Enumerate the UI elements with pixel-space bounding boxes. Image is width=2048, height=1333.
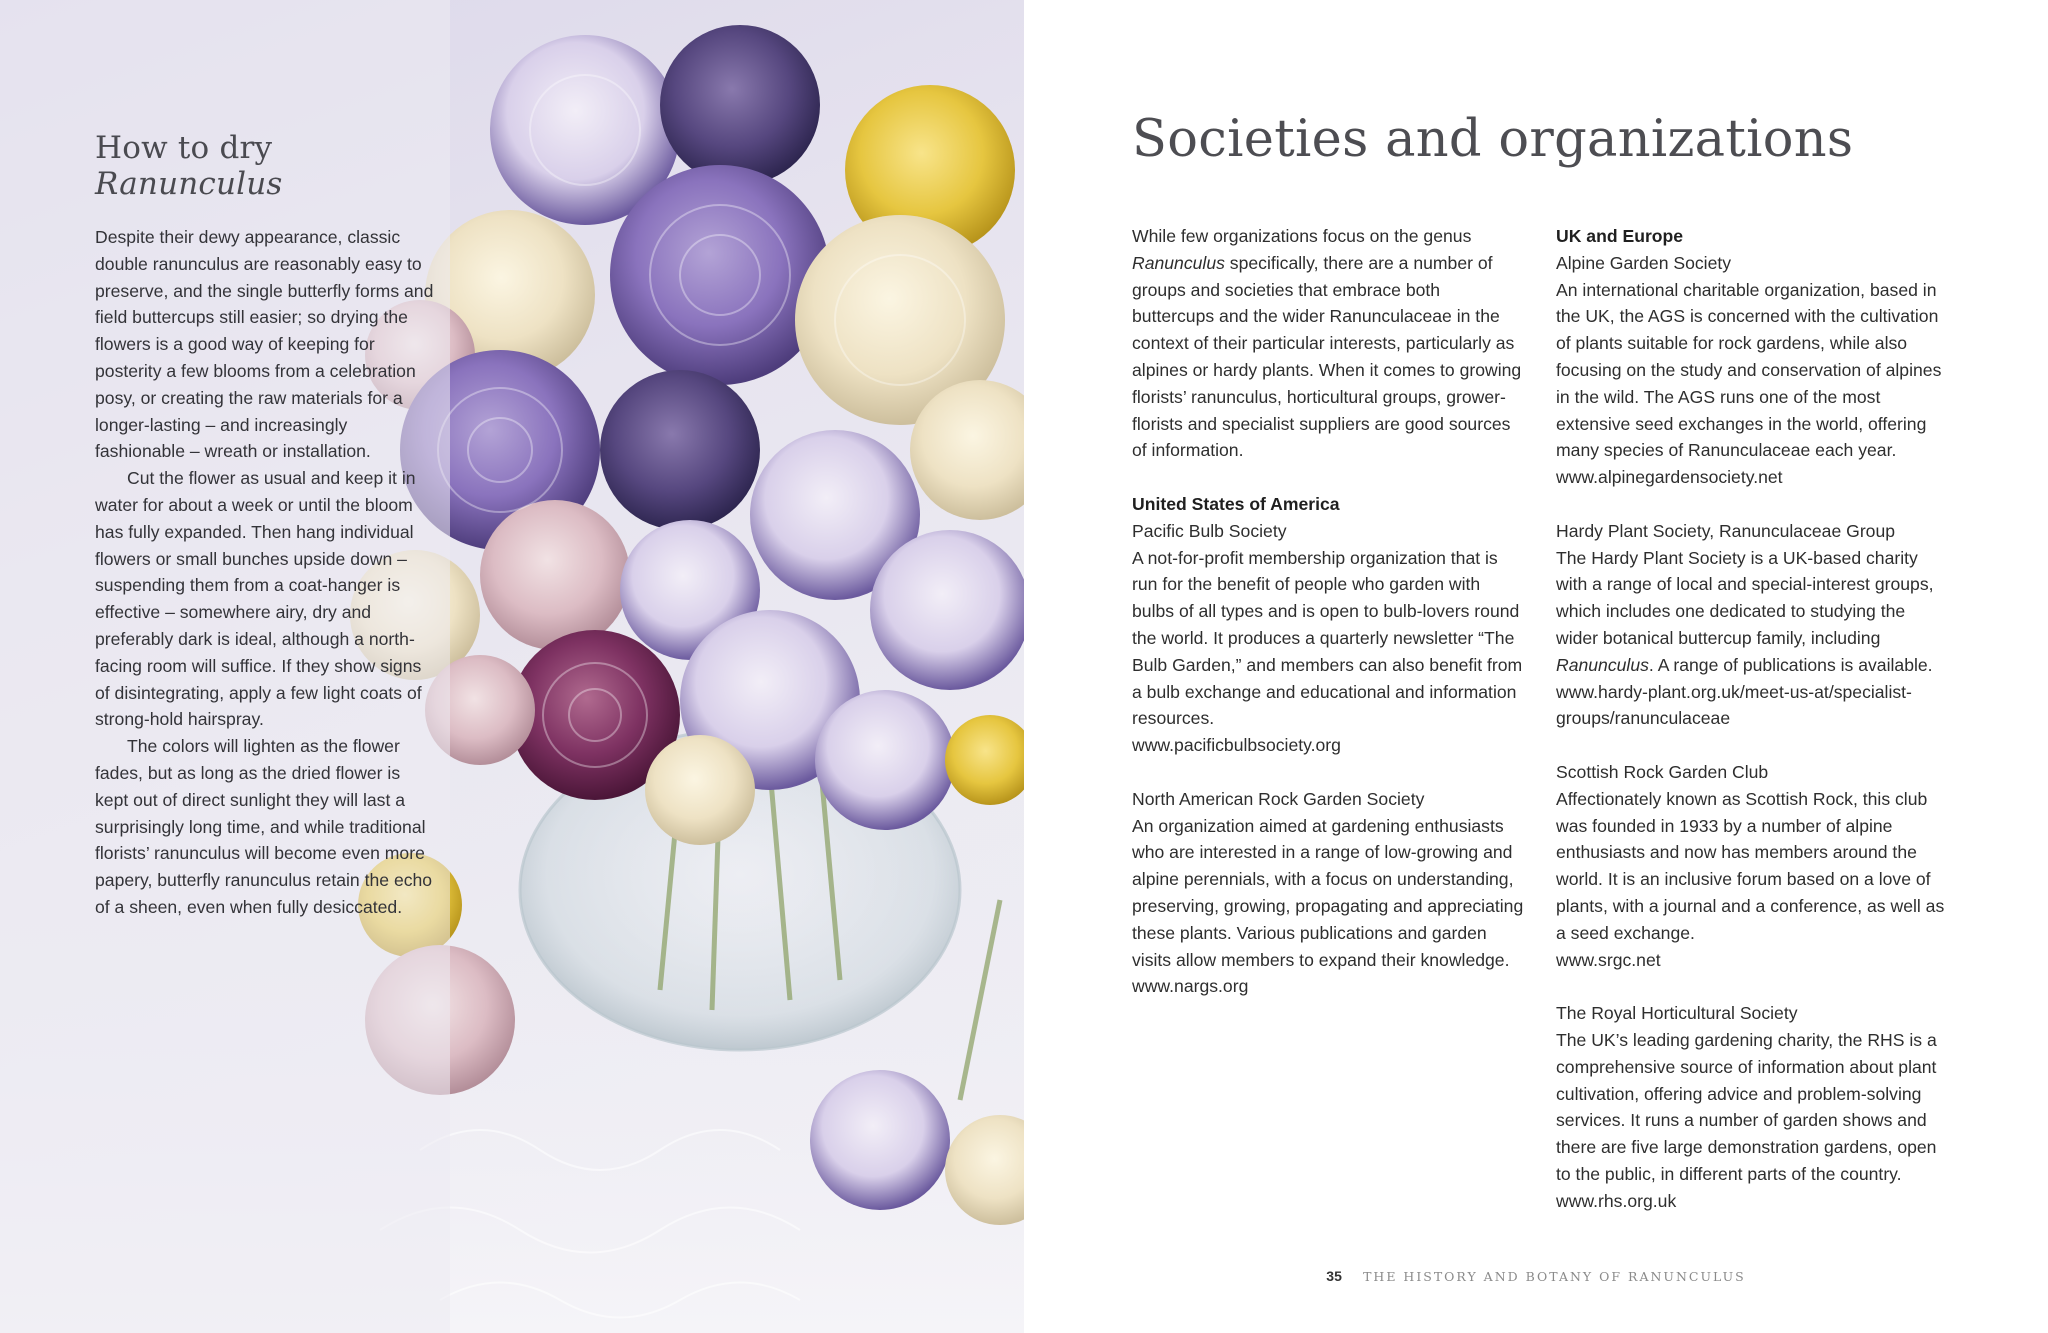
right-column	[1556, 223, 1951, 1214]
pbs-url[interactable]: www.pacificbulbsociety.org	[1132, 735, 1341, 756]
sidebar-paragraph-2: Cut the flower as usual and keep it in water for about a week or until the bloom has fully expanded. Then hang individual flowers or small bunches upside down – suspending them from a coat-hanger is effective – somewhere airy, dry and preferably dark is ideal, although a north-facing room will suffice. If they show signs of disintegrating, apply a few light coats of strong-hold hairspray.	[95, 468, 422, 730]
hps-text-1: The Hardy Plant Society is a UK-based charity with a range of local and special-interest groups, which includes one dedicated to studying the wider botanical buttercup family, including	[1556, 547, 1934, 648]
left-column	[1132, 223, 1527, 1000]
uk-heading: UK and Europe	[1556, 226, 1684, 246]
intro-genus: Ranunculus	[1132, 252, 1225, 273]
hps-description	[1556, 545, 1951, 679]
hps-url[interactable]: www.hardy-plant.org.uk/meet-us-at/specialist-groups/ranunculaceae	[1556, 681, 1912, 729]
rhs-description: The UK’s leading gardening charity, the RHS is a comprehensive source of information about plant cultivation, offering advice and problem-solving services. It runs a number of garden shows and there are five large demonstration gardens, open to the public, in different parts of the country.	[1556, 1029, 1937, 1184]
nargs-name: North American Rock Garden Society	[1132, 788, 1425, 809]
rhs-name: The Royal Horticultural Society	[1556, 1003, 1798, 1024]
ags-name: Alpine Garden Society	[1556, 252, 1732, 273]
drying-sidebar	[95, 130, 435, 921]
nargs-description: An organization aimed at gardening enthusiasts who are interested in a range of low-growing and alpine perennials, with a focus on understanding, preserving, growing, propagating and appreciating these plants. Various publications and garden visits allow members to expand their knowledge.	[1132, 815, 1524, 970]
intro-text-1: While few organizations focus on the genus	[1132, 226, 1472, 246]
sidebar-title	[95, 130, 435, 202]
sidebar-title-italic: Ranunculus	[95, 166, 283, 202]
pbs-description: A not-for-profit membership organization that is run for the benefit of people who garden with bulbs of all types and is open to bulb-lovers round the world. It produces a quarterly newsletter “The Bulb Garden,” and members can also benefit from a bulb exchange and educational and information resources.	[1132, 547, 1523, 729]
sidebar-title-plain: How to dry	[95, 130, 273, 166]
rhs-url[interactable]: www.rhs.org.uk	[1556, 1190, 1677, 1211]
sidebar-paragraph-1: Despite their dewy appearance, classic double ranunculus are reasonably easy to preserve, and the single butterfly forms and field buttercups still easier; so drying the flowers is a good way of keeping for posterity a few blooms from a celebration posy, or creating the raw materials for a longer-lasting – and increasingly fashionable – wreath or installation.	[95, 227, 434, 462]
page-number: 35	[1326, 1268, 1342, 1284]
srgc-url[interactable]: www.srgc.net	[1556, 949, 1661, 970]
intro-text-2: specifically, there are a number of groups and societies that embrace both buttercups and the wider Ranunculaceae in the context of their particular interests, particularly as alpines or hardy plants. When it comes to growing florists’ ranunculus, horticultural groups, grower-florists and specialist suppliers are good sources of information.	[1132, 252, 1522, 461]
srgc-description: Affectionately known as Scottish Rock, this club was founded in 1933 by a number of alpine enthusiasts and now has members around the world. It is an inclusive forum based on a love of plants, with a journal and a conference, as well as a seed exchange.	[1556, 788, 1945, 943]
srgc-name: Scottish Rock Garden Club	[1556, 761, 1769, 782]
page-title: Societies and organizations	[1132, 110, 1854, 169]
ags-url[interactable]: www.alpinegardensociety.net	[1556, 467, 1783, 488]
right-page	[1024, 0, 2048, 1333]
hps-name: Hardy Plant Society, Ranunculaceae Group	[1556, 520, 1896, 541]
hps-genus: Ranunculus	[1556, 654, 1649, 675]
page-footer	[1024, 1268, 2048, 1284]
intro-paragraph	[1132, 223, 1527, 464]
pbs-name: Pacific Bulb Society	[1132, 520, 1287, 541]
hps-text-2: . A range of publications is available.	[1648, 654, 1933, 675]
running-head: THE HISTORY AND BOTANY OF RANUNCULUS	[1363, 1269, 1746, 1284]
usa-heading: United States of America	[1132, 493, 1340, 514]
sidebar-paragraph-3: The colors will lighten as the flower fades, but as long as the dried flower is kept out of direct sunlight they will last a surprisingly long time, and while traditional florists’ ranunculus will become even more papery, butterfly ranunculus retain the echo of a sheen, even when fully desiccated.	[95, 736, 433, 917]
ags-description: An international charitable organization, based in the UK, the AGS is concerned with the cultivation of plants suitable for rock gardens, while also focusing on the study and conservation of alpines in the wild. The AGS runs one of the most extensive seed exchanges in the world, offering many species of Ranunculaceae each year.	[1556, 279, 1942, 461]
nargs-url[interactable]: www.nargs.org	[1132, 976, 1249, 997]
